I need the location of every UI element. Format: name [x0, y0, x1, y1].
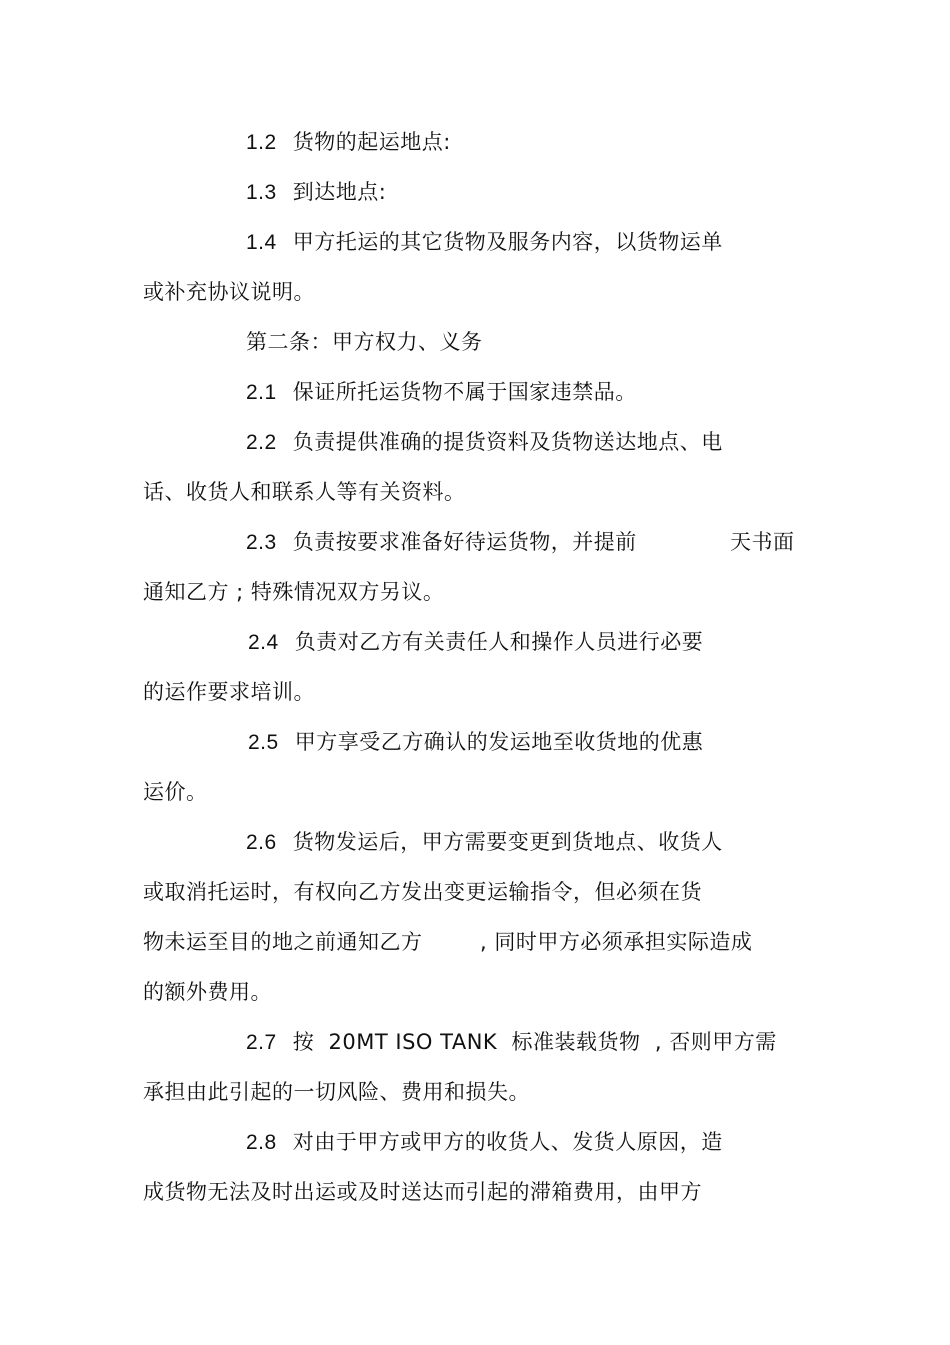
clause-2-6-continuation-1: 或取消托运时，有权向乙方发出变更运输指令，但必须在货 [143, 880, 702, 904]
clause-text: 负责按要求准备好待运货物，并提前 [292, 530, 637, 554]
clause-number: 1.4 [246, 231, 277, 254]
clause-2-7 [246, 1028, 777, 1057]
clause-2-4-continuation: 的运作要求培训。 [143, 680, 315, 704]
clause-2-6-continuation-2b: , 同时甲方必须承担实际造成 [480, 930, 753, 954]
clause-2-6-continuation-3: 的额外费用。 [143, 980, 272, 1004]
clause-text: 到达地点: [292, 180, 387, 204]
clause-2-5 [248, 728, 703, 757]
clause-2-8-continuation: 成货物无法及时出运或及时送达而引起的滞箱费用，由甲方 [143, 1180, 702, 1204]
clause-text: 货物发运后，甲方需要变更到货地点、收货人 [292, 830, 723, 854]
clause-text: 保证所托运货物不属于国家违禁品。 [292, 380, 637, 404]
clause-text: 按 20MT ISO TANK 标准装载货物 , 否则甲方需 [292, 1030, 777, 1054]
clause-2-1 [246, 378, 637, 407]
clause-2-2-continuation: 话、收货人和联系人等有关资料。 [143, 480, 466, 504]
clause-2-3-tail: 天书面 [730, 530, 795, 554]
clause-2-6-continuation-2a: 物未运至目的地之前通知乙方 [143, 930, 423, 954]
clause-number: 2.4 [248, 631, 279, 654]
clause-text: 甲方享受乙方确认的发运地至收货地的优惠 [294, 730, 704, 754]
clause-text: 货物的起运地点: [292, 130, 451, 154]
clause-2-8 [246, 1128, 723, 1157]
clause-number: 2.7 [246, 1031, 277, 1054]
clause-number: 2.8 [246, 1131, 277, 1154]
clause-2-2 [246, 428, 723, 457]
clause-number: 2.2 [246, 431, 277, 454]
clause-number: 2.6 [246, 831, 277, 854]
clause-text: 甲方托运的其它货物及服务内容，以货物运单 [292, 230, 723, 254]
clause-2-3-continuation: 通知乙方 ; 特殊情况双方另议。 [143, 580, 445, 604]
clause-number: 1.3 [246, 181, 277, 204]
clause-1-4-continuation: 或补充协议说明。 [143, 280, 315, 304]
clause-1-3 [246, 178, 386, 207]
clause-number: 2.3 [246, 531, 277, 554]
clause-text: 负责对乙方有关责任人和操作人员进行必要 [294, 630, 704, 654]
clause-text: 对由于甲方或甲方的收货人、发货人原因，造 [292, 1130, 723, 1154]
clause-2-3 [246, 528, 637, 557]
clause-number: 2.1 [246, 381, 277, 404]
clause-number: 2.5 [248, 731, 279, 754]
clause-number: 1.2 [246, 131, 277, 154]
clause-2-4 [248, 628, 703, 657]
clause-2-7-continuation: 承担由此引起的一切风险、费用和损失。 [143, 1080, 530, 1104]
section-heading-article-2: 第二条：甲方权力、义务 [246, 330, 483, 354]
clause-text: 负责提供准确的提货资料及货物送达地点、电 [292, 430, 723, 454]
clause-2-6 [246, 828, 723, 857]
clause-2-5-continuation: 运价。 [143, 780, 208, 804]
clause-1-2 [246, 128, 451, 157]
clause-1-4 [246, 228, 723, 257]
